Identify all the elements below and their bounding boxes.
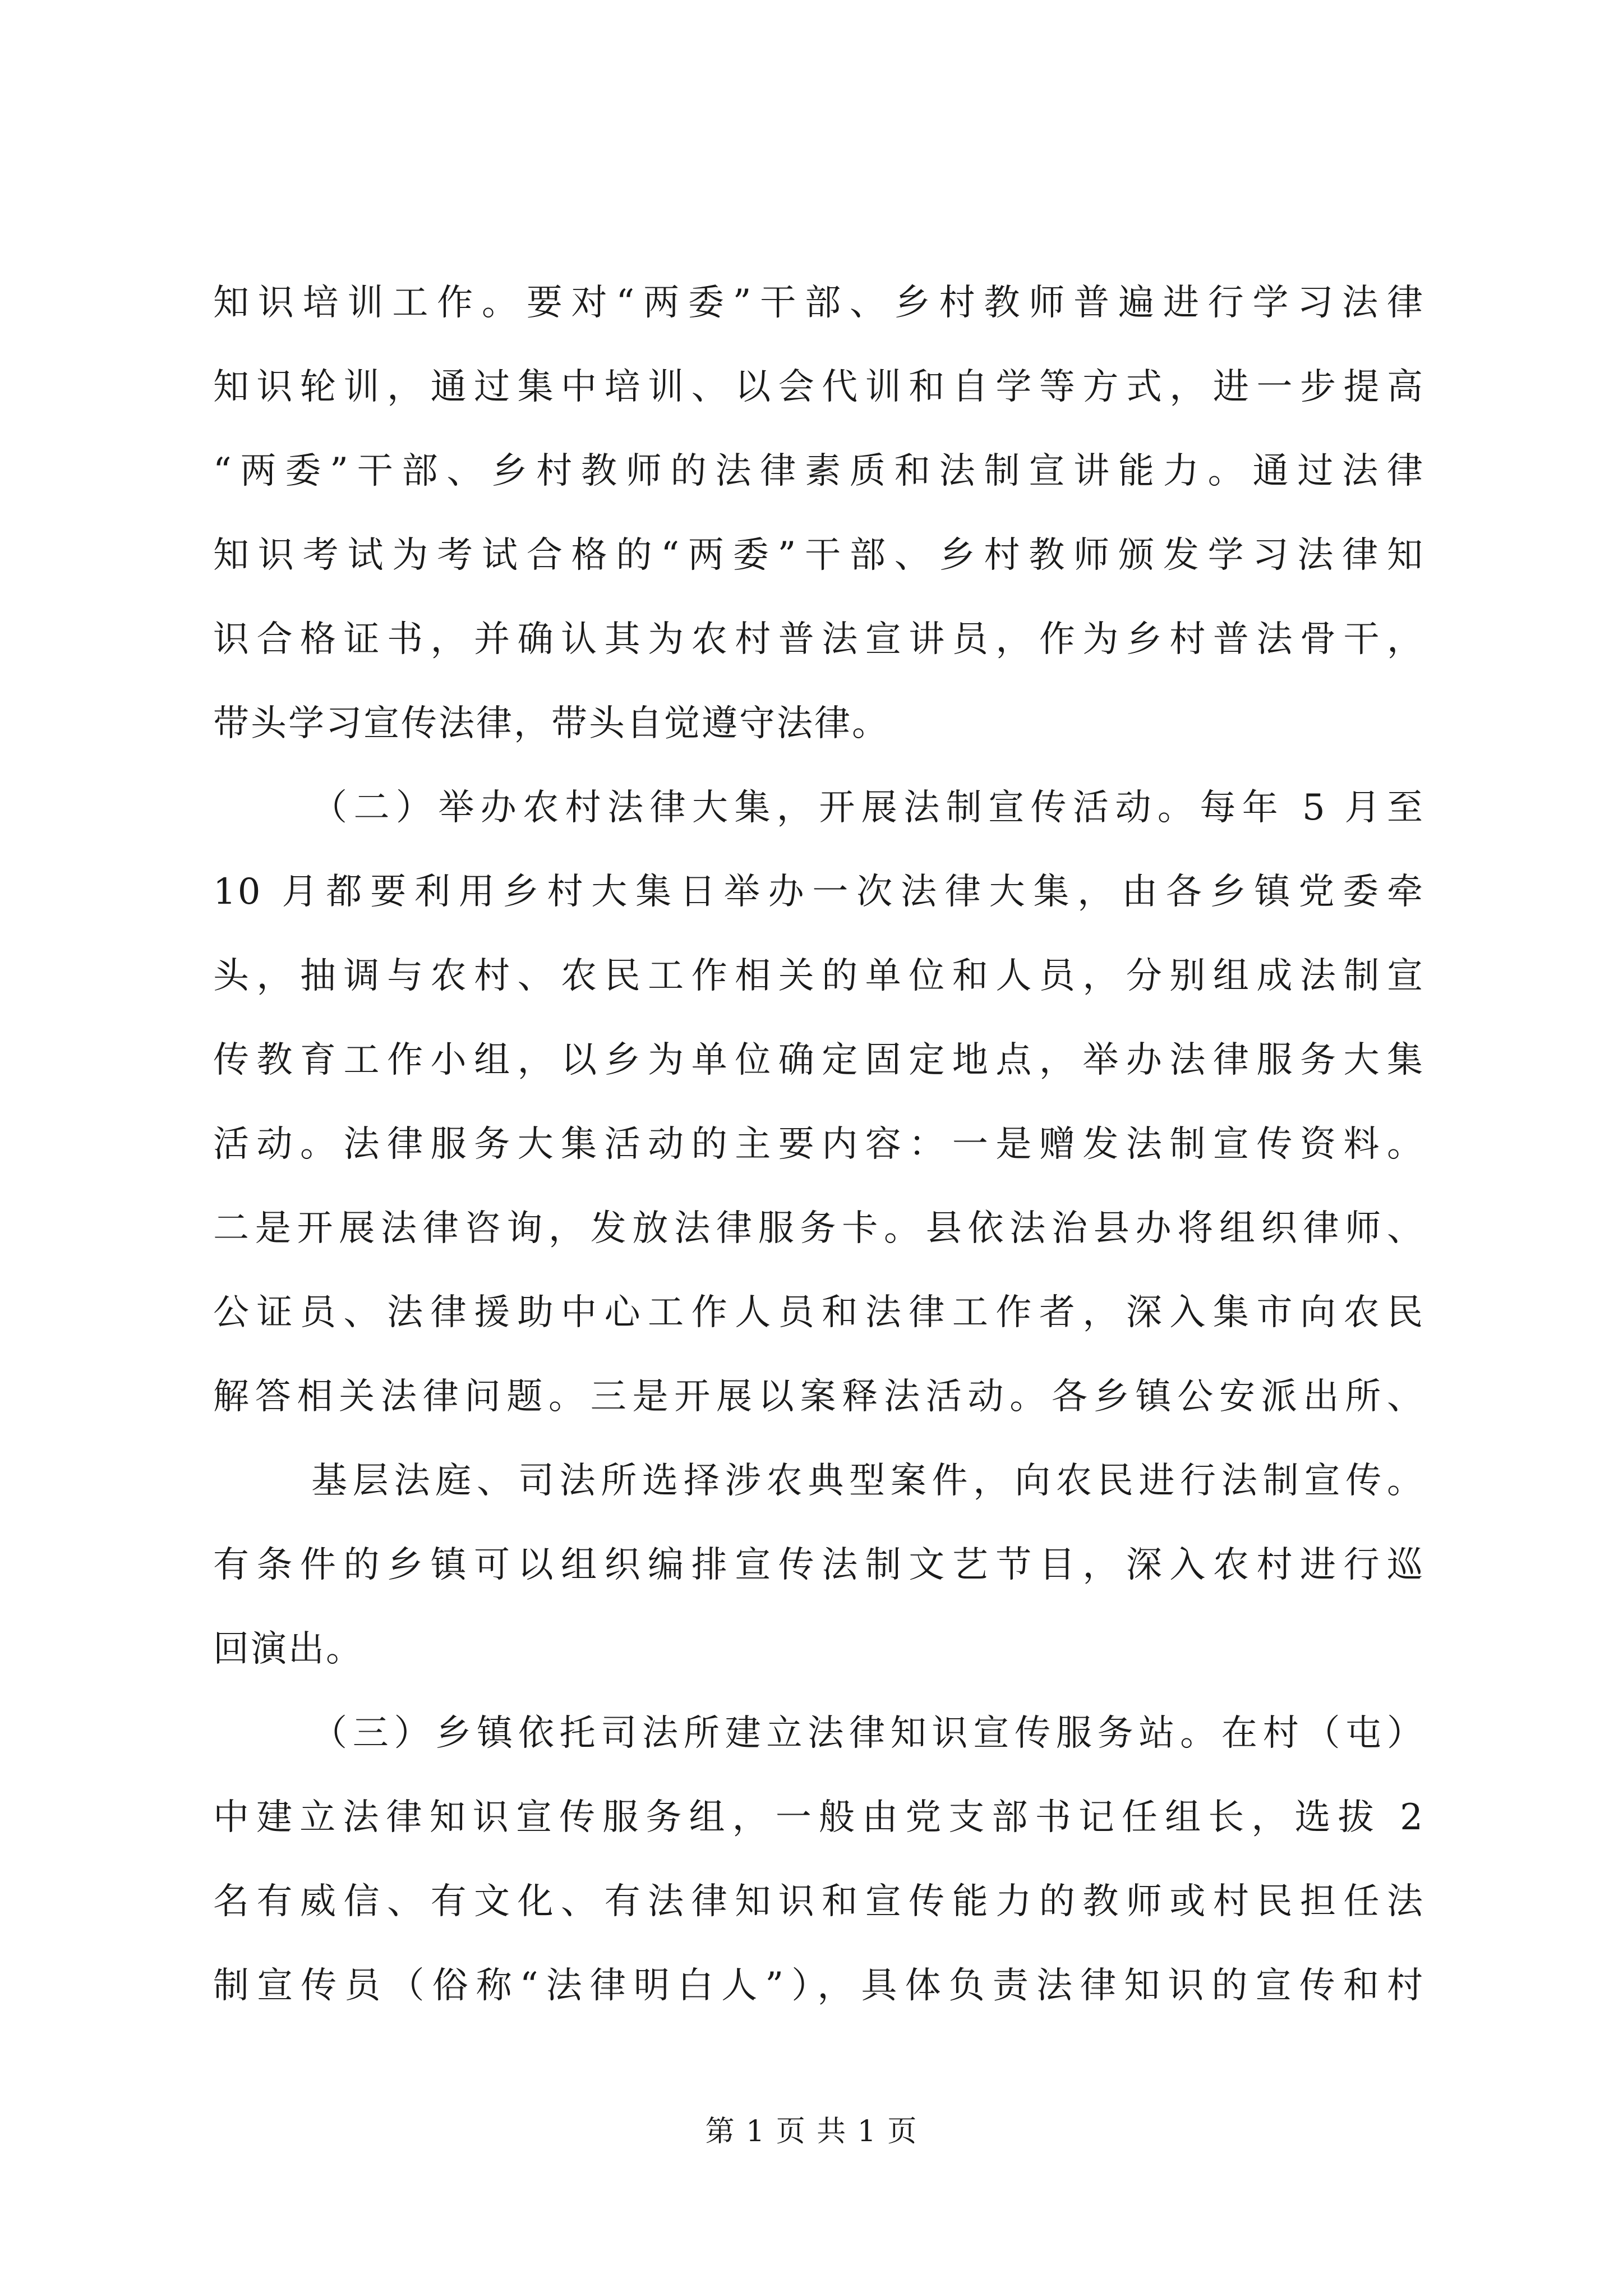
text-line: 基层法庭、司法所选择涉农典型案件，向农民进行法制宣传。 bbox=[311, 1460, 1424, 1502]
text-line: 名有威信、有文化、有法律知识和宣传能力的教师或村民担任法 bbox=[213, 1881, 1424, 1922]
text-line: 活动。法律服务大集活动的主要内容：一是赠发法制宣传资料。 bbox=[213, 1124, 1424, 1165]
text-line: 制宣传员（俗称“法律明白人”），具体负责法律知识的宣传和村 bbox=[213, 1965, 1424, 2007]
text-line: 知识轮训，通过集中培训、以会代训和自学等方式，进一步提高 bbox=[213, 366, 1424, 408]
text-line: 带头学习宣传法律，带头自觉遵守法律。 bbox=[213, 703, 889, 744]
text-line: 识合格证书，并确认其为农村普法宣讲员，作为乡村普法骨干， bbox=[213, 619, 1424, 660]
text-line: 中建立法律知识宣传服务组，一般由党支部书记任组长，选拔 2 bbox=[213, 1797, 1424, 1838]
document-body bbox=[213, 261, 1424, 2028]
page-number-footer: 第 1 页 共 1 页 bbox=[705, 2115, 918, 2148]
text-line: 传教育工作小组，以乡为单位确定固定地点，举办法律服务大集 bbox=[213, 1039, 1424, 1081]
text-line: 公证员、法律援助中心工作人员和法律工作者，深入集市向农民 bbox=[213, 1292, 1424, 1333]
text-line: 头，抽调与农村、农民工作相关的单位和人员，分别组成法制宣 bbox=[213, 955, 1424, 997]
text-line: “两委”干部、乡村教师的法律素质和法制宣讲能力。通过法律 bbox=[213, 450, 1424, 492]
text-line: 知识培训工作。要对“两委”干部、乡村教师普遍进行学习法律 bbox=[213, 282, 1424, 324]
text-line: 有条件的乡镇可以组织编排宣传法制文艺节目，深入农村进行巡 bbox=[213, 1544, 1424, 1586]
text-line: 回演出。 bbox=[213, 1628, 363, 1670]
paragraph-heading-line: （三）乡镇依托司法所建立法律知识宣传服务站。在村（屯） bbox=[311, 1713, 1424, 1754]
text-line: 解答相关法律问题。三是开展以案释法活动。各乡镇公安派出所、 bbox=[213, 1376, 1424, 1418]
text-line: 二是开展法律咨询，发放法律服务卡。县依法治县办将组织律师、 bbox=[213, 1208, 1424, 1249]
text-line: 10 月都要利用乡村大集日举办一次法律大集，由各乡镇党委牵 bbox=[213, 871, 1424, 913]
text-line: 知识考试为考试合格的“两委”干部、乡村教师颁发学习法律知 bbox=[213, 535, 1424, 576]
paragraph-heading-line: （二）举办农村法律大集，开展法制宣传活动。每年 5 月至 bbox=[311, 787, 1424, 829]
